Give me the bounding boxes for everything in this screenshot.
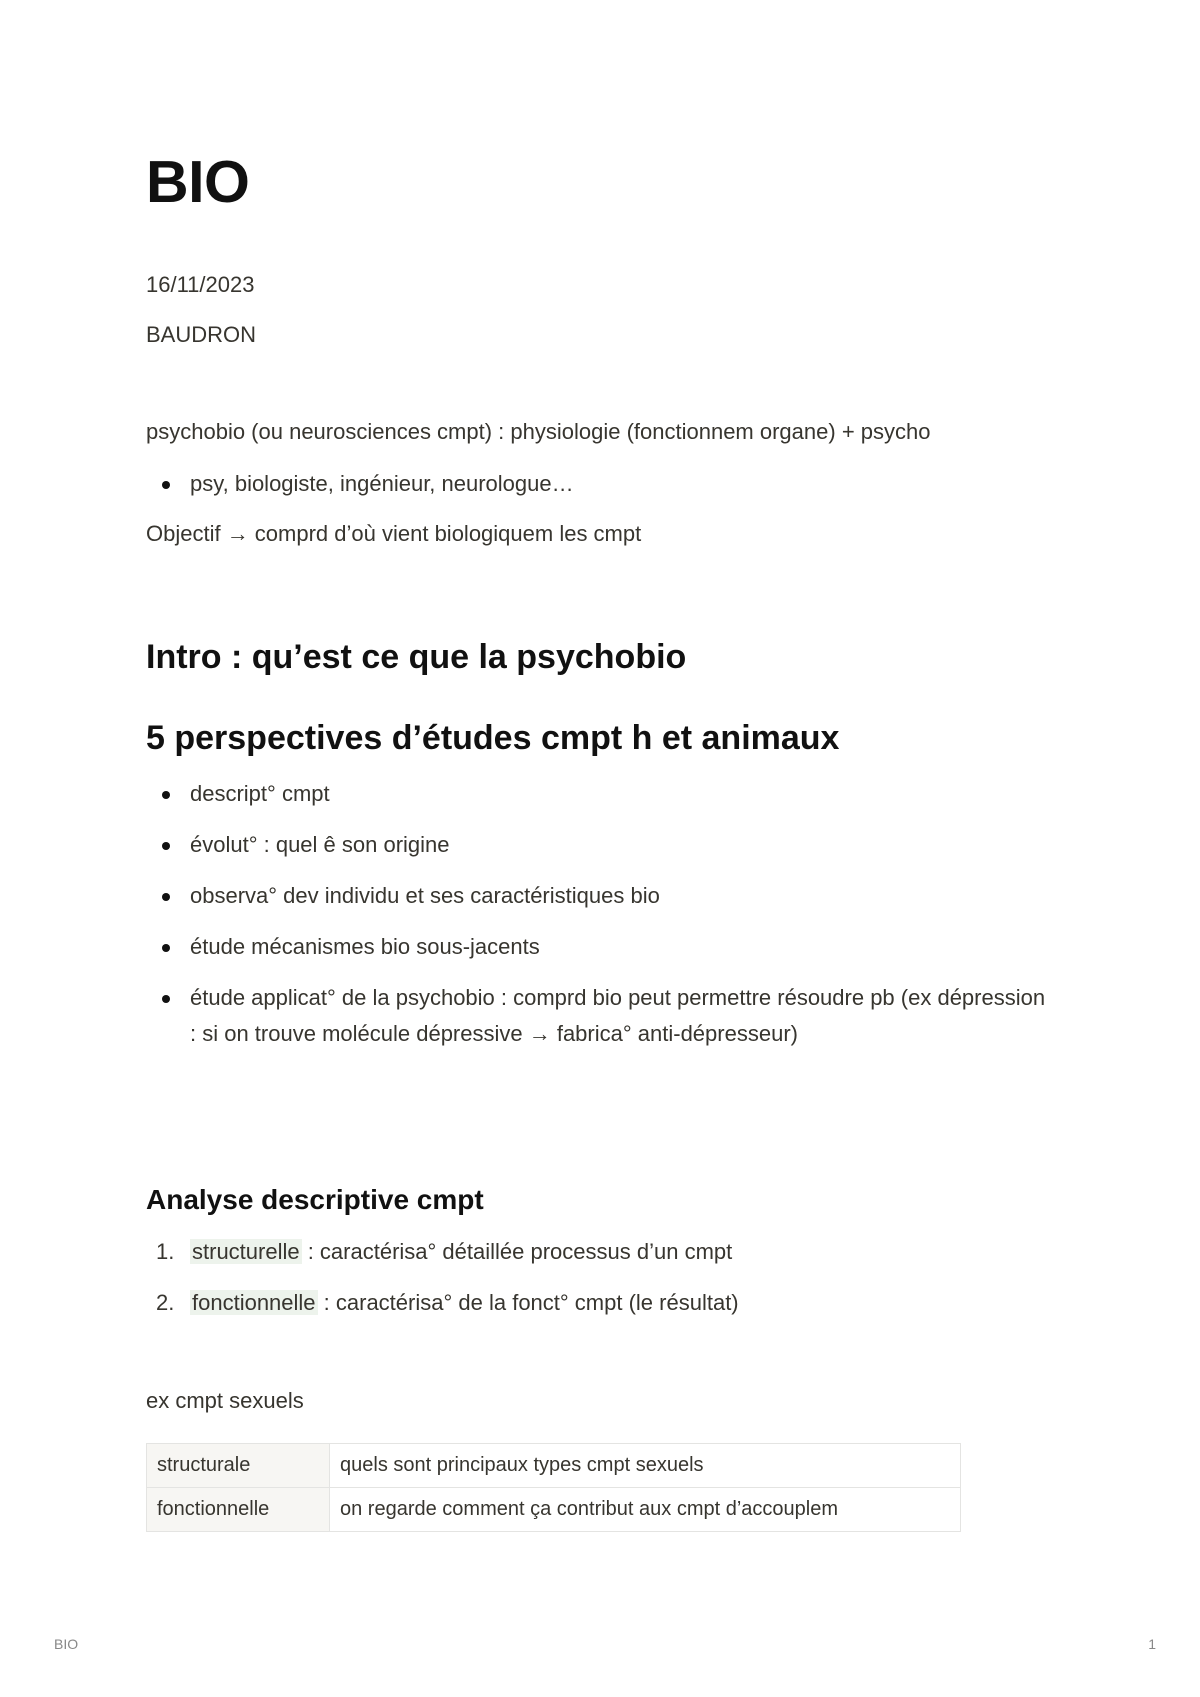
table-cell-label: fonctionnelle [147, 1488, 330, 1532]
analyse-list [146, 1234, 1046, 1321]
table-cell-label: structurale [147, 1444, 330, 1488]
heading-perspectives: 5 perspectives d’études cmpt h et animaux [146, 719, 840, 757]
list-item: évolut° : quel ê son origine [146, 827, 1046, 863]
table-cell-value: quels sont principaux types cmpt sexuels [330, 1444, 961, 1488]
intro-paragraph: psychobio (ou neurosciences cmpt) : physiologie (fonctionnem organe) + psycho [146, 419, 931, 444]
table-cell-value: on regarde comment ça contribut aux cmpt d’accouplem [330, 1488, 961, 1532]
example-table [146, 1443, 961, 1532]
bullet-icon [162, 995, 170, 1003]
bullet-icon [162, 893, 170, 901]
highlighted-term: fonctionnelle [192, 1290, 316, 1315]
footer-title: BIO [54, 1636, 79, 1652]
perspectives-list [146, 776, 1046, 1052]
table-row [147, 1444, 961, 1488]
list-item: observa° dev individu et ses caractéristiques bio [146, 878, 1046, 914]
example-label: ex cmpt sexuels [146, 1388, 304, 1413]
list-number: 2. [156, 1290, 175, 1315]
document-date: 16/11/2023 [146, 272, 255, 297]
bullet-icon [162, 791, 170, 799]
list-item: 1. structurelle : caractérisa° détaillée processus d’un cmpt [146, 1234, 1046, 1270]
table-row [147, 1488, 961, 1532]
list-item: 2. fonctionnelle : caractérisa° de la fonct° cmpt (le résultat) [146, 1285, 1046, 1321]
list-item: psy, biologiste, ingénieur, neurologue… [146, 466, 1046, 502]
intro-bullet-list [146, 466, 1046, 502]
bullet-icon [162, 944, 170, 952]
list-item: étude mécanismes bio sous-jacents [146, 929, 1046, 965]
list-item: descript° cmpt [146, 776, 1046, 812]
bullet-icon [162, 842, 170, 850]
document-author: BAUDRON [146, 322, 257, 347]
page-number: 1 [1148, 1636, 1156, 1652]
list-item: étude applicat° de la psychobio : comprd bio peut permettre résoudre pb (ex dépression : si on trouve molécule dépressive → fabrica° anti-dépresseur) [146, 980, 1046, 1052]
heading-analyse: Analyse descriptive cmpt [146, 1184, 484, 1215]
list-number: 1. [156, 1239, 175, 1264]
highlighted-term: structurelle [192, 1239, 300, 1264]
bullet-icon [162, 481, 170, 489]
objective-paragraph: Objectif → comprd d’où vient biologiquem les cmpt [146, 521, 642, 546]
heading-intro: Intro : qu’est ce que la psychobio [146, 638, 687, 676]
page-title: BIO [146, 149, 250, 215]
